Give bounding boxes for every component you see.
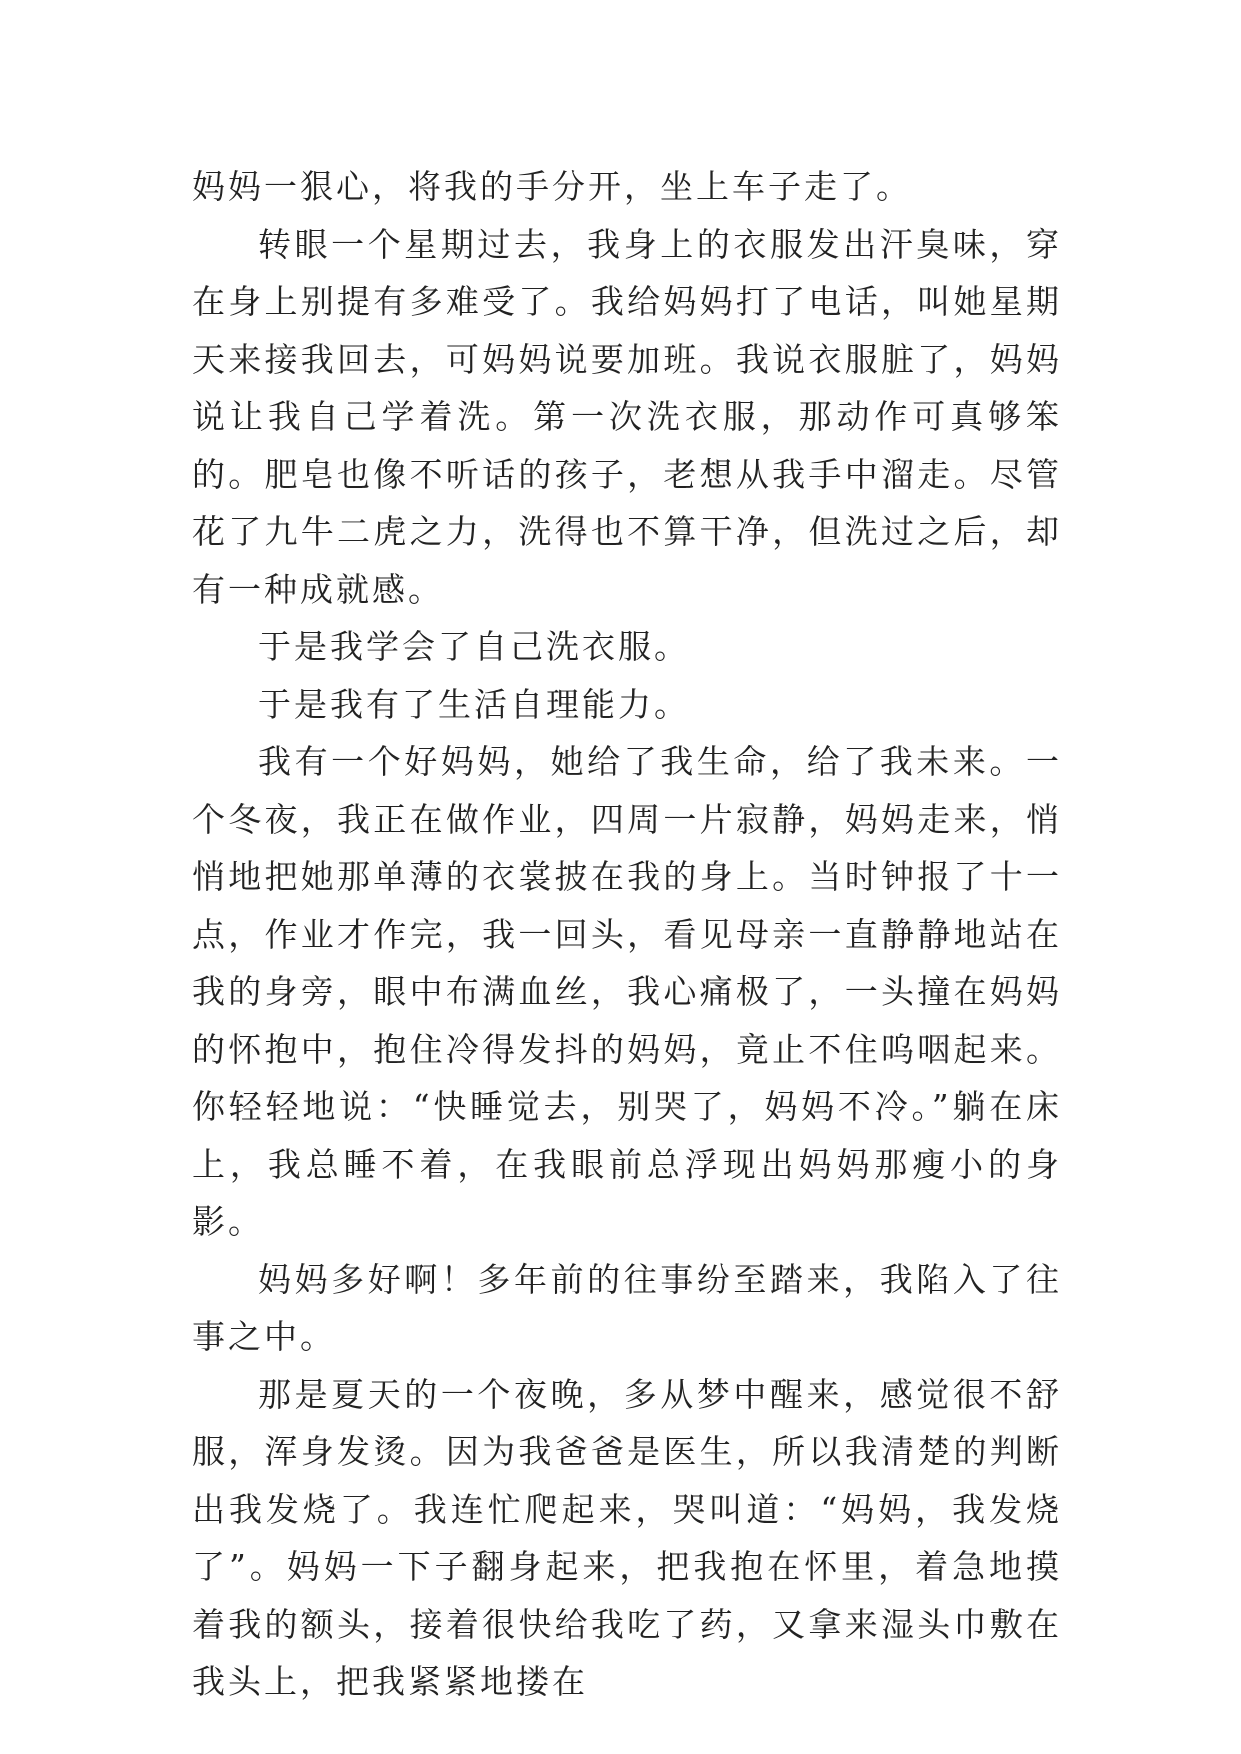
paragraph: 于是我有了生活自理能力。: [258, 684, 690, 724]
paragraph: 妈妈多好啊！多年前的往事纷至踏来，我陷入了往事之中。: [192, 1259, 1062, 1356]
paragraph: 那是夏天的一个夜晚，多从梦中醒来，感觉很不舒服，浑身发烫。因为我爸爸是医生，所以我清楚的判断出我发烧了。我连忙爬起来，哭叫道：“妈妈，我发烧了”。妈妈一下子翻身起来，把我抱在怀里，着急地摸着我的额头，接着很快给我吃了药，又拿来湿头巾敷在我头上，把我紧紧地搂在: [192, 1374, 1062, 1701]
paragraph: 妈妈一狠心，将我的手分开，坐上车子走了。: [192, 167, 912, 206]
paragraph: 我有一个好妈妈，她给了我生命，给了我未来。一个冬夜，我正在做作业，四周一片寂静，妈妈走来，悄悄地把她那单薄的衣裳披在我的身上。当时钟报了十一点，作业才作完，我一回头，看见母亲一直静静地站在我的身旁，眼中布满血丝，我心痛极了，一头撞在妈妈的怀抱中，抱住冷得发抖的妈妈，竟止不住呜咽起来。你轻轻地说：“快睡觉去，别哭了，妈妈不冷。”躺在床上，我总睡不着，在我眼前总浮现出妈妈那瘦小的身影。: [192, 742, 1062, 1241]
document-body: [192, 158, 1062, 1711]
paragraph: 于是我学会了自己洗衣服。: [258, 627, 690, 666]
paragraph: 转眼一个星期过去，我身上的衣服发出汗臭味，穿在身上别提有多难受了。我给妈妈打了电话，叫她星期天来接我回去，可妈妈说要加班。我说衣服脏了，妈妈说让我自己学着洗。第一次洗衣服，那动作可真够笨的。肥皂也像不听话的孩子，老想从我手中溜走。尽管花了九牛二虎之力，洗得也不算干净，但洗过之后，却有一种成就感。: [192, 224, 1062, 609]
